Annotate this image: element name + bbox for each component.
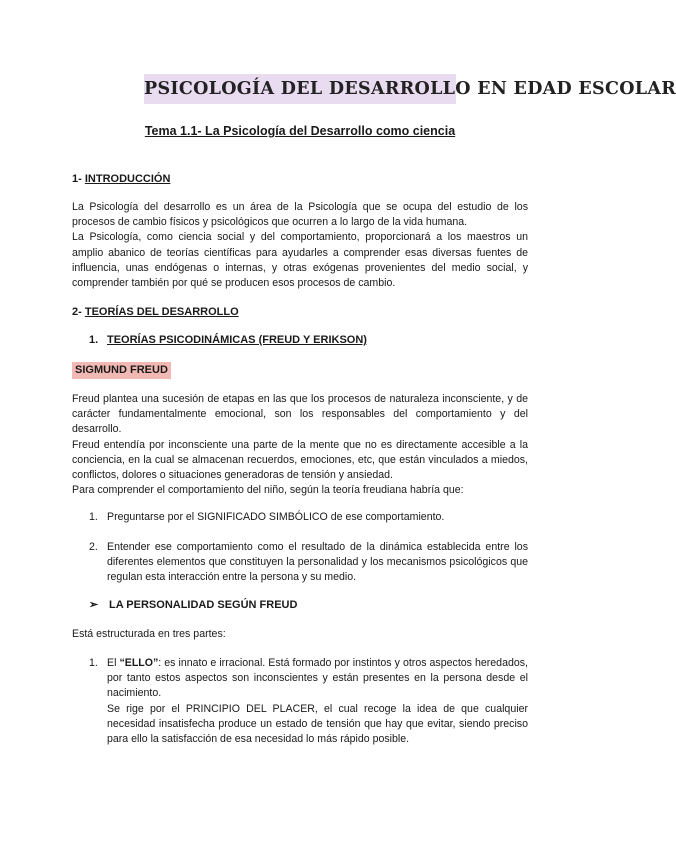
subsection-heading-psychodynamic xyxy=(89,334,367,346)
section-heading-intro xyxy=(72,173,170,185)
subsection-title: TEORÍAS PSICODINÁMICAS (FREUD Y ERIKSON) xyxy=(107,334,367,346)
list-number: 2. xyxy=(89,541,98,553)
personality-heading xyxy=(89,598,297,611)
ello-term: “ELLO” xyxy=(119,657,159,669)
section-number: 1- xyxy=(72,173,82,185)
ello-prefix: El xyxy=(107,657,120,669)
intro-text xyxy=(72,200,528,291)
freud-highlight-label: SIGMUND FREUD xyxy=(72,362,171,379)
list-text: Preguntarse por el SIGNIFICADO SIMBÓLICO de ese comportamiento. xyxy=(107,511,445,523)
section-heading-theories xyxy=(72,306,239,318)
list-item xyxy=(89,510,528,525)
list-item-ello xyxy=(89,656,528,747)
freud-paragraph-1: Freud plantea una sucesión de etapas en las que los procesos de naturaleza inconsciente, y de carácter fundamentalmente emocional, son los responsables del comportamiento y del desarrollo. xyxy=(72,393,528,436)
ello-principle: Se rige por el PRINCIPIO DEL PLACER, el cual recoge la idea de que cualquier necesidad insatisfecha produce un estado de tensión que hay que evitar, siendo preciso para ello la satisfacción de esa necesidad lo más rápido posible. xyxy=(107,702,528,746)
list-number: 1. xyxy=(89,511,98,523)
arrow-bullet-icon: ➢ xyxy=(89,599,99,611)
ello-definition xyxy=(107,656,528,702)
section-title: INTRODUCCIÓN xyxy=(84,173,171,185)
document-subtitle: Tema 1.1- La Psicología del Desarrollo como ciencia xyxy=(144,124,456,138)
subsection-number: 1. xyxy=(89,334,99,346)
section-number: 2- xyxy=(72,306,82,318)
freud-text xyxy=(72,392,528,498)
section-title: TEORÍAS DEL DESARROLLO xyxy=(84,306,239,318)
list-text: Entender ese comportamiento como el resultado de la dinámica establecida entre los diferentes elementos que constituyen la personalidad y los mecanismos psicológicos que regulan esta interacción entre la persona y su medio. xyxy=(107,541,528,584)
list-item xyxy=(89,540,528,586)
personality-intro: Está estructurada en tres partes: xyxy=(72,628,226,640)
freud-paragraph-3: Para comprender el comportamiento del niño, según la teoría freudiana habría que: xyxy=(72,484,464,497)
freud-paragraph-2: Freud entendía por inconsciente una parte de la mente que no es directamente accesible a la conciencia, en la cual se almacenan recuerdos, emociones, etc, que están vinculados a miedos, conflictos, dolores o situaciones generadoras de tensión y ansiedad. xyxy=(72,438,528,482)
list-number: 1. xyxy=(89,657,98,669)
ello-text: : es innato e irracional. Está formado por instintos y otros aspectos heredados, por tanto estos aspectos son inconscientes y están presentes en la persona desde el nacimiento. xyxy=(107,657,528,700)
list-text xyxy=(107,656,528,747)
intro-paragraph-1: La Psicología del desarrollo es un área de la Psicología que se ocupa del estudio de los procesos de cambio físicos y psicológicos que ocurren a lo largo de la vida humana. xyxy=(72,201,528,229)
personality-title: LA PERSONALIDAD SEGÚN FREUD xyxy=(109,599,298,611)
document-title: PSICOLOGÍA DEL DESARROLLO EN EDAD ESCOLAR xyxy=(144,74,456,104)
intro-paragraph-2: La Psicología, como ciencia social y del comportamiento, proporcionará a los maestros un amplio abanico de teorías científicas para ayudarles a comprender esas diversas fuentes de influencia, unas endógenas o internas, y otras exógenas provenientes del medio social, y comprender también por qué se producen esos procesos de cambio. xyxy=(72,231,528,290)
